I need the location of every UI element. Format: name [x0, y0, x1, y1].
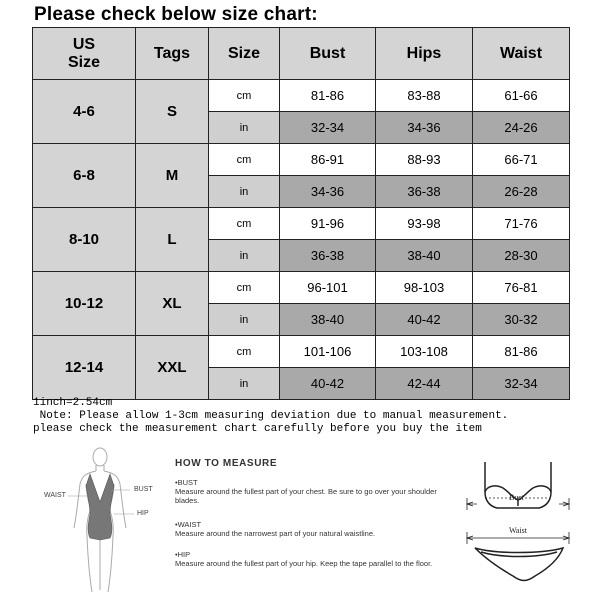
unit-in-cell: in [209, 176, 280, 208]
tag-cell: L [136, 208, 209, 272]
page-title: Please check below size chart: [34, 4, 318, 25]
bust-cm-cell: 86-91 [280, 144, 376, 176]
garment-diagram-icon [455, 440, 600, 600]
how-to-measure-heading: HOW TO MEASURE [175, 458, 278, 469]
table-row [33, 272, 570, 304]
hips-cm-cell: 93-98 [376, 208, 473, 240]
unit-cm-cell: cm [209, 208, 280, 240]
unit-in-cell: in [209, 304, 280, 336]
table-row [33, 208, 570, 240]
hips-in-cell: 38-40 [376, 240, 473, 272]
figure-waist-label: WAIST [44, 492, 66, 499]
waist-cm-cell: 66-71 [473, 144, 570, 176]
check-note: please check the measurement chart carefully before you buy the item [33, 423, 482, 435]
bust-in-cell: 36-38 [280, 240, 376, 272]
waist-in-cell: 30-32 [473, 304, 570, 336]
header-hips: Hips [376, 28, 473, 80]
bust-cm-cell: 81-86 [280, 80, 376, 112]
hip-text: Measure around the fullest part of your hip. Keep the tape parallel to the floor. [175, 559, 433, 568]
waist-text: Measure around the narrowest part of your natural waistline. [175, 529, 376, 538]
waist-in-cell: 32-34 [473, 368, 570, 400]
header-bust: Bust [280, 28, 376, 80]
us-size-cell: 6-8 [33, 144, 136, 208]
notes [33, 397, 508, 436]
waist-in-cell: 26-28 [473, 176, 570, 208]
hips-cm-cell: 98-103 [376, 272, 473, 304]
tag-cell: XL [136, 272, 209, 336]
table-row [33, 80, 570, 112]
figure-hip-label: HIP [137, 510, 149, 517]
us-size-cell: 8-10 [33, 208, 136, 272]
garment-bust-label: Bust [509, 493, 524, 502]
waist-cm-cell: 61-66 [473, 80, 570, 112]
bust-cm-cell: 91-96 [280, 208, 376, 240]
hips-in-cell: 34-36 [376, 112, 473, 144]
header-row [33, 28, 570, 80]
unit-cm-cell: cm [209, 272, 280, 304]
waist-title: •WAIST [175, 520, 202, 529]
us-size-cell: 12-14 [33, 336, 136, 400]
unit-cm-cell: cm [209, 80, 280, 112]
unit-cm-cell: cm [209, 336, 280, 368]
how-to-measure-section [0, 440, 600, 600]
hips-cm-cell: 103-108 [376, 336, 473, 368]
tag-cell: S [136, 80, 209, 144]
us-size-cell: 4-6 [33, 80, 136, 144]
waist-cm-cell: 81-86 [473, 336, 570, 368]
table-row [33, 336, 570, 368]
bust-in-cell: 40-42 [280, 368, 376, 400]
us-size-cell: 10-12 [33, 272, 136, 336]
tag-cell: XXL [136, 336, 209, 400]
size-chart-table [32, 27, 570, 400]
bust-in-cell: 32-34 [280, 112, 376, 144]
garment-waist-label: Waist [509, 526, 528, 535]
bust-text: Measure around the fullest part of your chest. Be sure to go over your shoulder blades. [175, 487, 437, 505]
hip-title: •HIP [175, 550, 191, 559]
figure-bust-label: BUST [134, 486, 153, 493]
bust-cm-cell: 101-106 [280, 336, 376, 368]
body-figure-icon [30, 440, 190, 600]
waist-cm-cell: 71-76 [473, 208, 570, 240]
bust-cm-cell: 96-101 [280, 272, 376, 304]
unit-in-cell: in [209, 368, 280, 400]
header-waist: Waist [473, 28, 570, 80]
bust-instructions [175, 478, 455, 505]
hips-cm-cell: 83-88 [376, 80, 473, 112]
hips-in-cell: 40-42 [376, 304, 473, 336]
garment-diagrams [455, 440, 600, 600]
unit-cm-cell: cm [209, 144, 280, 176]
bust-title: •BUST [175, 478, 198, 487]
waist-cm-cell: 76-81 [473, 272, 570, 304]
hips-in-cell: 36-38 [376, 176, 473, 208]
bust-in-cell: 38-40 [280, 304, 376, 336]
header-us-size: US Size [33, 28, 136, 80]
table-row [33, 144, 570, 176]
header-tags: Tags [136, 28, 209, 80]
hip-instructions [175, 550, 455, 568]
tag-cell: M [136, 144, 209, 208]
unit-in-cell: in [209, 240, 280, 272]
hips-cm-cell: 88-93 [376, 144, 473, 176]
waist-instructions [175, 520, 455, 538]
hips-in-cell: 42-44 [376, 368, 473, 400]
unit-in-cell: in [209, 112, 280, 144]
bust-in-cell: 34-36 [280, 176, 376, 208]
header-size: Size [209, 28, 280, 80]
waist-in-cell: 24-26 [473, 112, 570, 144]
body-figure [30, 440, 190, 600]
conversion-note: 1inch=2.54cm [33, 397, 113, 409]
waist-in-cell: 28-30 [473, 240, 570, 272]
deviation-note: Note: Please allow 1-3cm measuring deviation due to manual measurement. [33, 410, 509, 422]
